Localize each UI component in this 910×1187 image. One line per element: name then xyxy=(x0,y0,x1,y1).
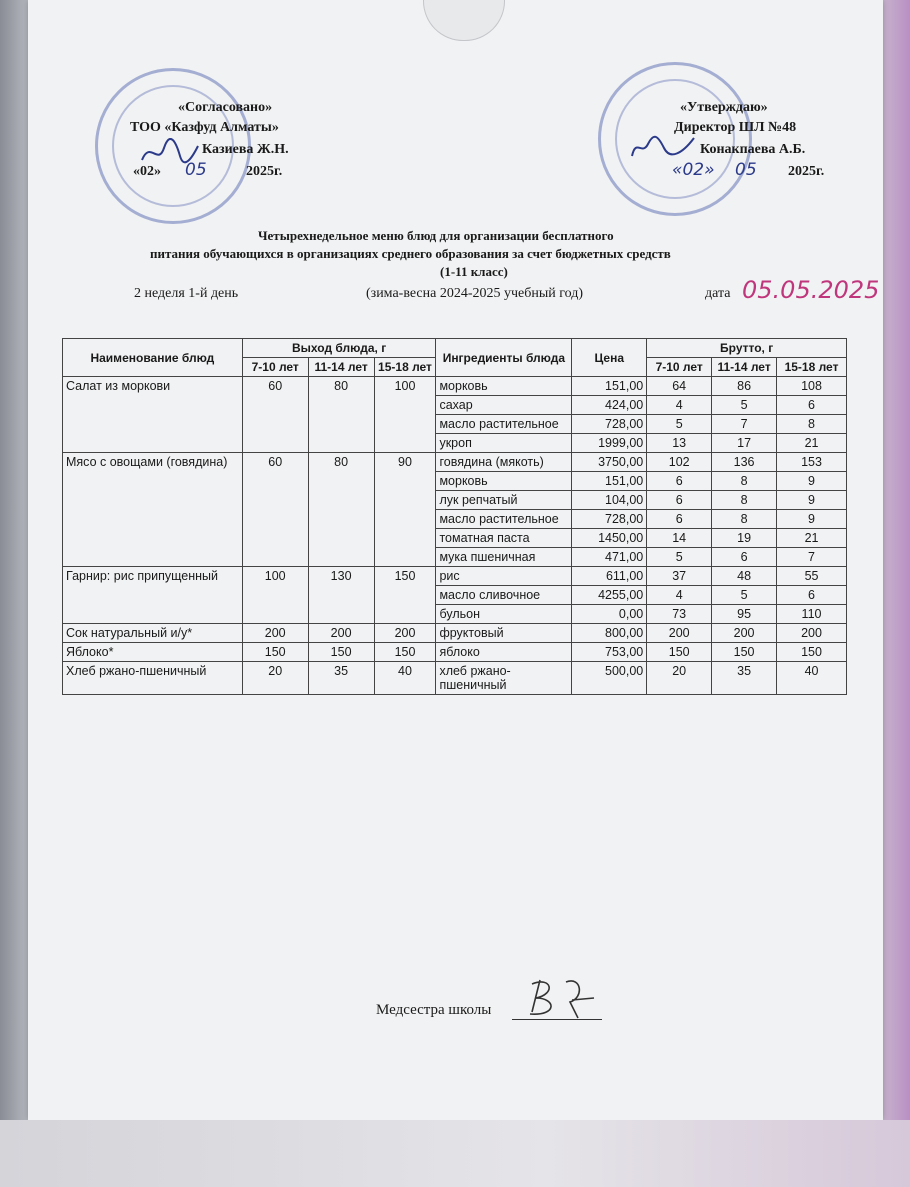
week-day: 2 неделя 1-й день xyxy=(134,286,239,301)
brutto-value: 4 xyxy=(647,396,712,415)
ingredient: лук репчатый xyxy=(436,491,572,510)
dish-output: 40 xyxy=(374,662,436,695)
brutto-value: 48 xyxy=(712,567,777,586)
brutto-value: 19 xyxy=(712,529,777,548)
brutto-value: 6 xyxy=(647,472,712,491)
brutto-value: 8 xyxy=(712,510,777,529)
header-output: Выход блюда, г xyxy=(242,339,436,358)
dish-output: 200 xyxy=(374,624,436,643)
right-date-year: 2025г. xyxy=(788,164,825,179)
wall-background xyxy=(0,1120,910,1187)
right-position: Директор ШЛ №48 xyxy=(674,120,797,135)
left-date-day: «02» xyxy=(133,164,161,179)
table-row xyxy=(63,662,847,695)
header-output-age3: 15-18 лет xyxy=(374,358,436,377)
brutto-value: 7 xyxy=(712,415,777,434)
dish-output: 60 xyxy=(242,377,308,453)
dish-output: 200 xyxy=(308,624,374,643)
brutto-value: 86 xyxy=(712,377,777,396)
ingredient: масло растительное xyxy=(436,510,572,529)
ingredient-price: 753,00 xyxy=(572,643,647,662)
ingredient-price: 1999,00 xyxy=(572,434,647,453)
ingredient: масло сливочное xyxy=(436,586,572,605)
left-name: Казиева Ж.Н. xyxy=(202,142,289,157)
right-date-month: 05 xyxy=(735,160,757,180)
ingredient-price: 151,00 xyxy=(572,377,647,396)
brutto-value: 9 xyxy=(777,491,847,510)
brutto-value: 64 xyxy=(647,377,712,396)
dish-name: Хлеб ржано-пшеничный xyxy=(63,662,243,695)
left-date-month: 05 xyxy=(185,160,207,180)
ingredient: хлеб ржано-пшеничный xyxy=(436,662,572,695)
dish-name: Салат из моркови xyxy=(63,377,243,453)
table-row xyxy=(63,377,847,396)
ingredient-price: 151,00 xyxy=(572,472,647,491)
brutto-value: 6 xyxy=(777,396,847,415)
dish-name: Мясо с овощами (говядина) xyxy=(63,453,243,567)
ingredient-price: 4255,00 xyxy=(572,586,647,605)
ingredient: укроп xyxy=(436,434,572,453)
dish-output: 80 xyxy=(308,453,374,567)
ingredient-price: 728,00 xyxy=(572,415,647,434)
ingredient-price: 500,00 xyxy=(572,662,647,695)
dish-output: 100 xyxy=(374,377,436,453)
brutto-value: 150 xyxy=(647,643,712,662)
table-row xyxy=(63,567,847,586)
dish-output: 150 xyxy=(374,643,436,662)
brutto-value: 5 xyxy=(712,396,777,415)
title-line-2: питания обучающихся в организациях среднего образования за счет бюджетных средств xyxy=(150,246,671,261)
brutto-value: 35 xyxy=(712,662,777,695)
title-line-3: (1-11 класс) xyxy=(440,264,508,279)
header-output-age2: 11-14 лет xyxy=(308,358,374,377)
header-ingredients: Ингредиенты блюда xyxy=(436,339,572,377)
dish-name: Гарнир: рис припущенный xyxy=(63,567,243,624)
header-brutto-age1: 7-10 лет xyxy=(647,358,712,377)
dish-output: 20 xyxy=(242,662,308,695)
brutto-value: 102 xyxy=(647,453,712,472)
brutto-value: 8 xyxy=(777,415,847,434)
ingredient: фруктовый xyxy=(436,624,572,643)
dish-output: 35 xyxy=(308,662,374,695)
table-row xyxy=(63,624,847,643)
brutto-value: 4 xyxy=(647,586,712,605)
agreed-label: «Согласовано» xyxy=(178,100,273,115)
brutto-value: 5 xyxy=(647,548,712,567)
dish-name: Яблоко* xyxy=(63,643,243,662)
brutto-value: 200 xyxy=(647,624,712,643)
ingredient: масло растительное xyxy=(436,415,572,434)
header-price: Цена xyxy=(572,339,647,377)
header-brutto-age2: 11-14 лет xyxy=(712,358,777,377)
brutto-value: 5 xyxy=(712,586,777,605)
brutto-value: 6 xyxy=(777,586,847,605)
ingredient: морковь xyxy=(436,377,572,396)
brutto-value: 108 xyxy=(777,377,847,396)
menu-table xyxy=(62,338,847,695)
ingredient: бульон xyxy=(436,605,572,624)
brutto-value: 21 xyxy=(777,529,847,548)
ingredient: томатная паста xyxy=(436,529,572,548)
brutto-value: 13 xyxy=(647,434,712,453)
ingredient: сахар xyxy=(436,396,572,415)
ingredient-price: 611,00 xyxy=(572,567,647,586)
brutto-value: 153 xyxy=(777,453,847,472)
ingredient: рис xyxy=(436,567,572,586)
brutto-value: 9 xyxy=(777,472,847,491)
dish-output: 80 xyxy=(308,377,374,453)
header-name: Наименование блюд xyxy=(63,339,243,377)
ingredient: яблоко xyxy=(436,643,572,662)
sleeve-notch xyxy=(423,0,505,41)
header-brutto-age3: 15-18 лет xyxy=(777,358,847,377)
ingredient-price: 1450,00 xyxy=(572,529,647,548)
right-date-day: «02» xyxy=(672,160,715,180)
brutto-value: 14 xyxy=(647,529,712,548)
brutto-value: 40 xyxy=(777,662,847,695)
nurse-signature xyxy=(522,972,602,1027)
brutto-value: 37 xyxy=(647,567,712,586)
ingredient-price: 3750,00 xyxy=(572,453,647,472)
ingredient-price: 424,00 xyxy=(572,396,647,415)
brutto-value: 110 xyxy=(777,605,847,624)
brutto-value: 200 xyxy=(777,624,847,643)
nurse-label: Медсестра школы xyxy=(376,1002,492,1018)
dish-output: 150 xyxy=(308,643,374,662)
dish-output: 90 xyxy=(374,453,436,567)
left-org: ТОО «Казфуд Алматы» xyxy=(130,120,279,135)
dish-name: Сок натуральный и/у* xyxy=(63,624,243,643)
brutto-value: 150 xyxy=(712,643,777,662)
dish-output: 150 xyxy=(374,567,436,624)
right-name: Конакпаева А.Б. xyxy=(700,142,806,157)
header-brutto: Брутто, г xyxy=(647,339,847,358)
menu-table-body xyxy=(63,377,847,695)
dish-output: 200 xyxy=(242,624,308,643)
dish-output: 150 xyxy=(242,643,308,662)
brutto-value: 21 xyxy=(777,434,847,453)
brutto-value: 95 xyxy=(712,605,777,624)
school-period: (зима-весна 2024-2025 учебный год) xyxy=(366,286,584,301)
brutto-value: 17 xyxy=(712,434,777,453)
title-line-1: Четырехнедельное меню блюд для организации бесплатного xyxy=(258,228,614,243)
brutto-value: 5 xyxy=(647,415,712,434)
brutto-value: 150 xyxy=(777,643,847,662)
approved-label: «Утверждаю» xyxy=(680,100,768,115)
ingredient: морковь xyxy=(436,472,572,491)
brutto-value: 200 xyxy=(712,624,777,643)
brutto-value: 136 xyxy=(712,453,777,472)
date-value: 05.05.2025 xyxy=(742,276,880,304)
ingredient: говядина (мякоть) xyxy=(436,453,572,472)
table-row xyxy=(63,453,847,472)
ingredient-price: 0,00 xyxy=(572,605,647,624)
table-row xyxy=(63,643,847,662)
brutto-value: 6 xyxy=(647,510,712,529)
left-date-year: 2025г. xyxy=(246,164,283,179)
brutto-value: 6 xyxy=(712,548,777,567)
brutto-value: 6 xyxy=(647,491,712,510)
ingredient-price: 728,00 xyxy=(572,510,647,529)
date-label: дата xyxy=(705,286,731,301)
ingredient: мука пшеничная xyxy=(436,548,572,567)
ingredient-price: 104,00 xyxy=(572,491,647,510)
brutto-value: 8 xyxy=(712,472,777,491)
brutto-value: 7 xyxy=(777,548,847,567)
ingredient-price: 800,00 xyxy=(572,624,647,643)
brutto-value: 20 xyxy=(647,662,712,695)
brutto-value: 9 xyxy=(777,510,847,529)
dish-output: 130 xyxy=(308,567,374,624)
brutto-value: 73 xyxy=(647,605,712,624)
dish-output: 60 xyxy=(242,453,308,567)
ingredient-price: 471,00 xyxy=(572,548,647,567)
header-output-age1: 7-10 лет xyxy=(242,358,308,377)
dish-output: 100 xyxy=(242,567,308,624)
brutto-value: 55 xyxy=(777,567,847,586)
brutto-value: 8 xyxy=(712,491,777,510)
